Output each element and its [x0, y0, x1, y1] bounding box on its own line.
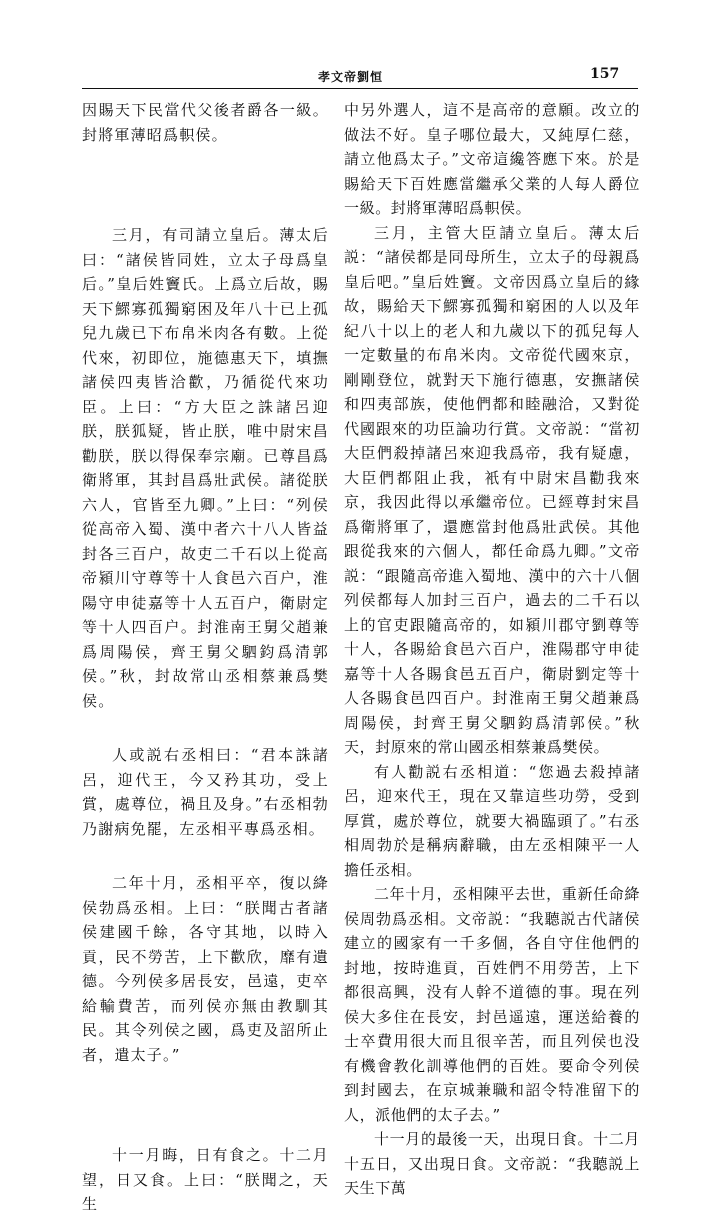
paragraph-gap	[82, 713, 329, 743]
paragraph-gap	[82, 841, 329, 871]
header-rule	[82, 88, 638, 89]
translation-column	[344, 98, 640, 1201]
paragraph-gap	[82, 147, 329, 223]
original-paragraph: 人或説右丞相曰：“君本誅諸呂，迎代王，今又矜其功，受上賞，處尊位，禍且及身。”右丞相勃乃謝病免罷，左丞相平專爲丞相。	[82, 746, 329, 838]
original-text-column	[82, 98, 329, 1217]
page-number: 157	[590, 66, 620, 82]
translation-paragraph: 十一月的最後一天，出現日食。十二月十五日，又出現日食。文帝説：“我聽説上天生下萬	[344, 1130, 640, 1197]
translation-paragraph: 中另外選人，這不是高帝的意願。改立的做法不好。皇子哪位最大，又純厚仁慈，請立他爲太子。”文帝這纔答應下來。於是賜給天下百姓應當繼承父業的人每人爵位一級。封將軍薄昭爲軹侯。	[344, 101, 640, 217]
translation-paragraph: 有人勸説右丞相道：“您過去殺掉諸呂，迎來代王，現在又靠這些功勞，受到厚賞，處於尊位，就要大禍臨頭了。”右丞相周勃於是稱病辭職，由左丞相陳平一人擔任丞相。	[344, 762, 640, 879]
original-paragraph: 因賜天下民當代父後者爵各一級。封將軍薄昭爲軹侯。	[82, 101, 329, 144]
translation-paragraph: 二年十月，丞相陳平去世，重新任命絳侯周勃爲丞相。文帝説：“我聽説古代諸侯建立的國家有一千多個，各自守住他們的封地，按時進貢，百姓們不用勞苦，上下都很高興，没有人幹不道德的事。現在列侯大多住在長安，封邑遥遠，運送給養的士卒費用很大而且很辛苦，而且列侯也没有機會教化訓導他們的百姓。要命令列侯到封國去，在京城兼職和詔令特准留下的人，派他們的太子去。”	[344, 885, 640, 1124]
original-paragraph: 二年十月，丞相平卒，復以絳侯勃爲丞相。上曰：“朕聞古者諸侯建國千餘，各守其地，以時入貢，民不勞苦，上下歡欣，靡有遺德。今列侯多居長安，邑遠，吏卒給輸費苦，而列侯亦無由教馴其民。其令列侯之國，爲吏及詔所止者，遣太子。”	[82, 874, 329, 1064]
running-title: 孝文帝劉恒	[318, 70, 384, 84]
original-paragraph: 三月，有司請立皇后。薄太后曰：“諸侯皆同姓，立太子母爲皇后。”皇后姓竇氏。上爲立后故，賜天下鰥寡孤獨窮困及年八十已上孤兒九歲已下布帛米肉各有數。上從代來，初即位，施德惠天下，填撫諸侯四夷皆洽歡，乃循從代來功臣。上曰：“方大臣之誅諸呂迎朕，朕狐疑，皆止朕，唯中尉宋昌勸朕，朕以得保奉宗廟。已尊昌爲衛將軍，其封昌爲壯武侯。諸從朕六人，官皆至九卿。”上曰：“列侯從高帝入蜀、漢中者六十八人皆益封各三百户，故吏二千石以上從高帝潁川守尊等十人食邑六百户，淮陽守申徒嘉等十人五百户，衛尉定等十人四百户。封淮南王舅父趙兼爲周陽侯，齊王舅父駟鈞爲清郭侯。”秋，封故常山丞相蔡兼爲樊侯。	[82, 226, 329, 710]
translation-paragraph: 三月，主管大臣請立皇后。薄太后説：“諸侯都是同母所生，立太子的母親爲皇后吧。”皇后姓竇。文帝因爲立皇后的緣故，賜給天下鰥寡孤獨和窮困的人以及年紀八十以上的老人和九歲以下的孤兒每人一定數量的布帛米肉。文帝從代國來京，剛剛登位，就對天下施行德惠，安撫諸侯和四夷部族，使他們都和睦融洽，又對從代國跟來的功臣論功行賞。文帝説：“當初大臣們殺掉諸呂來迎我爲帝，我有疑慮，大臣們都阻止我，衹有中尉宋昌勸我來京，我因此得以承繼帝位。已經尊封宋昌爲衛將軍了，還應當封他爲壯武侯。其他跟從我來的六個人，都任命爲九卿。”文帝説：“跟隨高帝進入蜀地、漢中的六十八個列侯都每人加封三百户，過去的二千石以上的官吏跟隨高帝的，如潁川郡守劉尊等十人，各賜給食邑六百户，淮陽郡守申徒嘉等十人各賜食邑五百户，衛尉劉定等十人各賜食邑四百户。封淮南王舅父趙兼爲周陽侯，封齊王舅父駟鈞爲清郭侯。”秋天，封原來的常山國丞相蔡兼爲樊侯。	[344, 223, 640, 756]
original-paragraph: 十一月晦，日有食之。十二月望，日又食。上曰：“朕聞之，天生	[82, 1146, 329, 1213]
paragraph-gap	[82, 1067, 329, 1143]
